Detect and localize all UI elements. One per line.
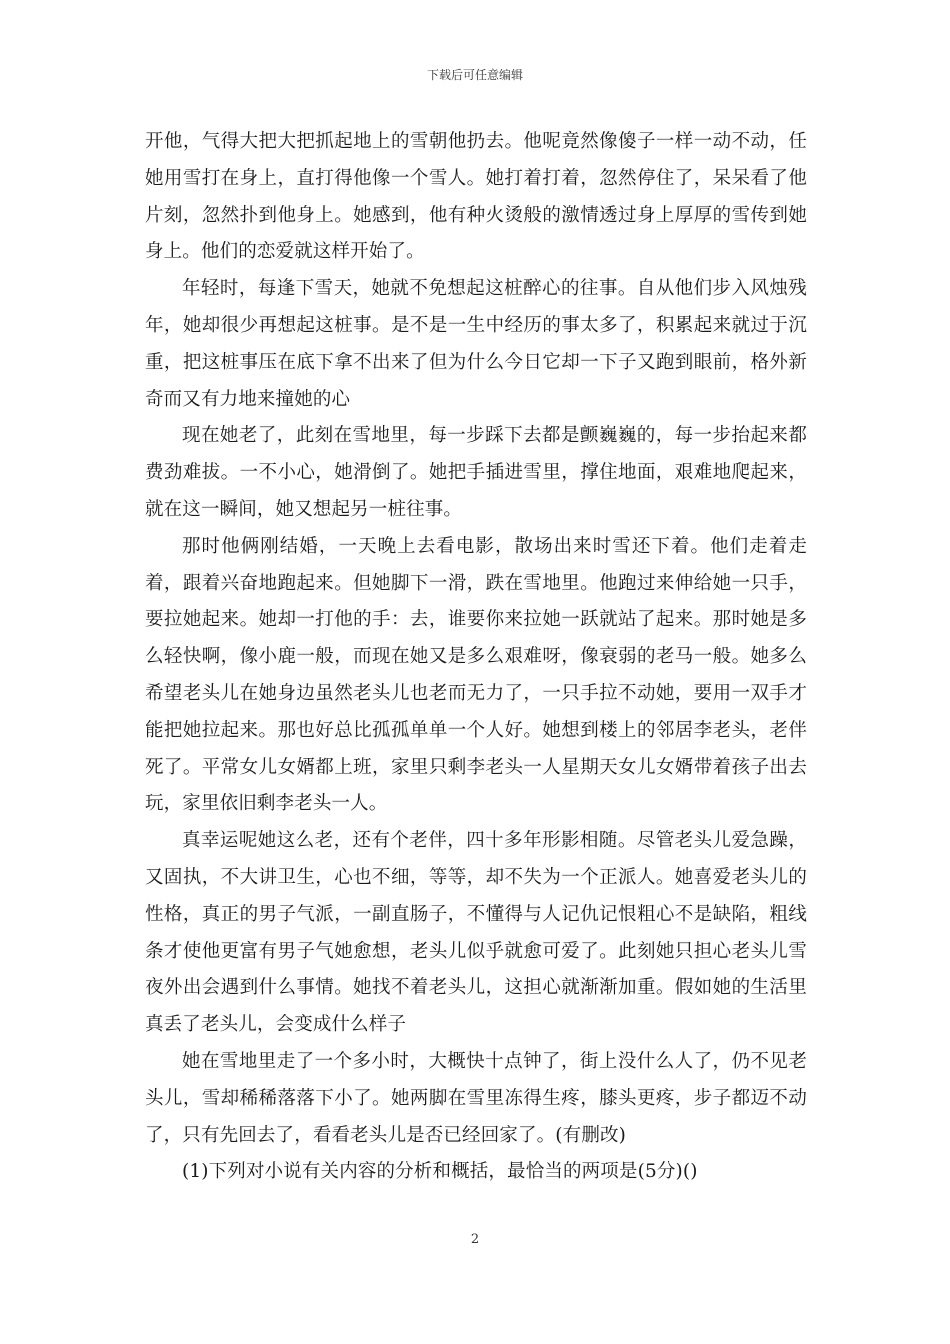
question-1: (1)下列对小说有关内容的分析和概括，最恰当的两项是(5分)() <box>182 1161 698 1183</box>
paragraph-2: 年轻时，每逢下雪天，她就不免想起这桩醉心的往事。自从他们步入风烛残年，她却很少再想起这桩事。是不是一生中经历的事太多了，积累起来就过于沉重，把这桩事压在底下拿不出来了但为什么今日它却一下子又跑到眼前，格外新奇而又有力地来撞她的心 <box>145 278 807 410</box>
paragraph-6: 她在雪地里走了一个多小时，大概快十点钟了，街上没什么人了，仍不见老头儿，雪却稀稀落落下小了。她两脚在雪里冻得生疼，膝头更疼，步子都迈不动了，只有先回去了，看看老头儿是否已经回家了。(有删改) <box>145 1050 807 1146</box>
paragraph-1: 开他，气得大把大把抓起地上的雪朝他扔去。他呢竟然像傻子一样一动不动，任她用雪打在身上，直打得他像一个雪人。她打着打着，忽然停住了，呆呆看了他片刻，忽然扑到他身上。她感到，他有种火烫般的激情透过身上厚厚的雪传到她身上。他们的恋爱就这样开始了。 <box>145 131 807 263</box>
paragraph-3: 现在她老了，此刻在雪地里，每一步踩下去都是颤巍巍的，每一步抬起来都费劲难拔。一不小心，她滑倒了。她把手插进雪里，撑住地面，艰难地爬起来，就在这一瞬间，她又想起另一桩往事。 <box>145 425 807 520</box>
paragraph-5: 真幸运呢她这么老，还有个老伴，四十多年形影相随。尽管老头儿爱急躁，又固执，不大讲卫生，心也不细，等等，却不失为一个正派人。她喜爱老头儿的性格，真正的男子气派，一副直肠子，不懂得与人记仇记恨粗心不是缺陷，粗线条才使他更富有男子气她愈想，老头儿似乎就愈可爱了。此刻她只担心老头儿雪夜外出会遇到什么事情。她找不着老头儿，这担心就渐渐加重。假如她的生活里真丢了老头儿，会变成什么样子 <box>145 830 807 1036</box>
page-header: 下载后可任意编辑 <box>426 68 523 82</box>
page-number: 2 <box>470 1232 480 1247</box>
body-text <box>145 124 807 1191</box>
paragraph-4: 那时他俩刚结婚，一天晚上去看电影，散场出来时雪还下着。他们走着走着，跟着兴奋地跑起来。但她脚下一滑，跌在雪地里。他跑过来伸给她一只手，要拉她起来。她却一打他的手：去，谁要你来拉她一跃就站了起来。那时她是多么轻快啊，像小鹿一般，而现在她又是多么艰难呀，像衰弱的老马一般。她多么希望老头儿在她身边虽然老头儿也老而无力了，一只手拉不动她，要用一双手才能把她拉起来。那也好总比孤孤单单一个人好。她想到楼上的邻居李老头，老伴死了。平常女儿女婿都上班，家里只剩李老头一人星期天女儿女婿带着孩子出去玩，家里依旧剩李老头一人。 <box>145 535 807 815</box>
